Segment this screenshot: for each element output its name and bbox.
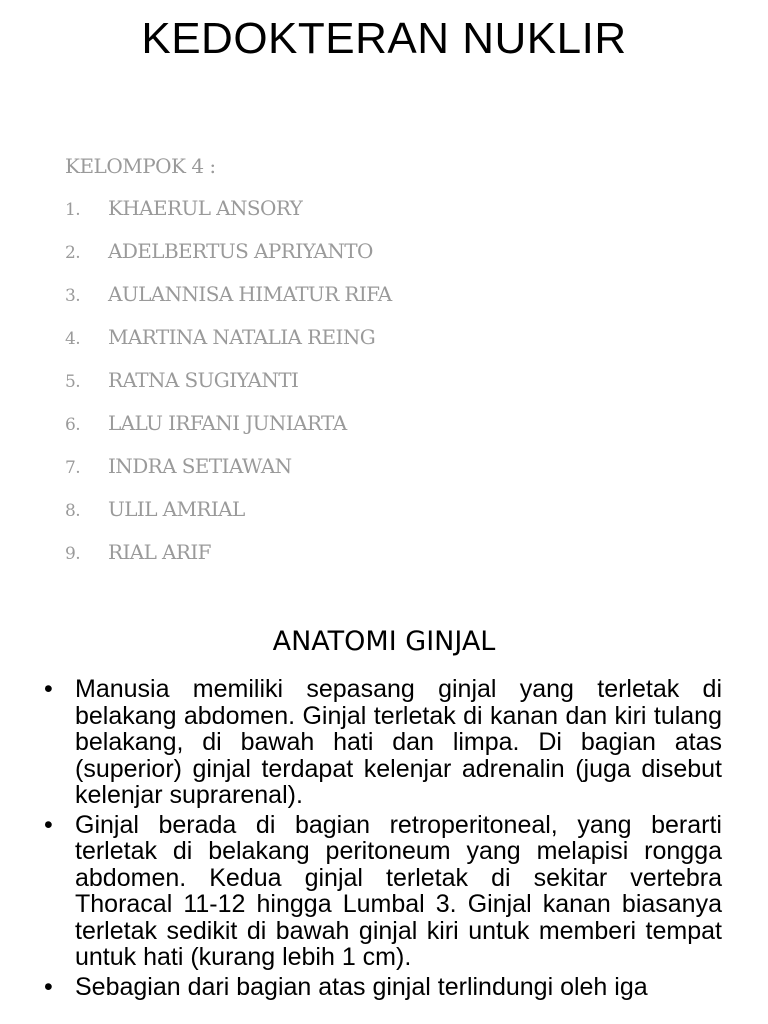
member-number: 7. [65,458,81,478]
member-item [65,540,392,583]
bullet-dot-icon: • [44,675,53,703]
slide-anatomy-heading: ANATOMI GINJAL [272,626,496,657]
slide-title-heading: KEDOKTERAN NUKLIR [141,14,627,63]
member-name: RATNA SUGIYANTI [108,368,299,392]
member-item [65,497,392,540]
member-name: ULIL AMRIAL [108,497,245,521]
member-item [65,282,392,325]
bullet-dot-icon: • [44,810,53,839]
member-number: 2. [65,243,81,263]
bullet-dot-icon: • [44,972,53,1001]
member-number: 3. [65,286,81,306]
member-list [65,196,392,583]
member-item [65,368,392,411]
bullet-text: Manusia memiliki sepasang ginjal yang terletak di belakang abdomen. Ginjal terletak di kanan dan kiri tulang belakang, di bawah hati dan limpa. Di bagian atas (superior) ginjal terdapat kelenjar adrenalin (juga disebut kelenjar suprarenal). [75,675,722,809]
slide-anatomy [0,600,768,1024]
member-item [65,325,392,368]
member-name: LALU IRFANI JUNIARTA [108,411,347,435]
member-name: INDRA SETIAWAN [108,454,292,478]
member-name: MARTINA NATALIA REING [108,325,376,349]
member-item [65,411,392,454]
bullet-item [44,974,722,1001]
member-item [65,239,392,282]
member-number: 1. [65,200,81,220]
member-number: 4. [65,329,81,349]
member-number: 6. [65,415,81,435]
bullet-list [44,676,722,1003]
bullet-item [44,676,722,809]
member-item [65,196,392,239]
member-name: ADELBERTUS APRIYANTO [108,239,373,263]
member-name: AULANNISA HIMATUR RIFA [108,282,392,306]
bullet-text: Sebagian dari bagian atas ginjal terlindungi oleh iga [75,972,648,1001]
member-number: 5. [65,372,81,392]
bullet-item [44,812,722,971]
bullet-text: Ginjal berada di bagian retroperitoneal, yang berarti terletak di belakang peritoneum yang melapisi rongga abdomen. Kedua ginjal terletak di sekitar vertebra Thoracal 11-12 hingga Lumbal 3. Ginjal kanan biasanya terletak sedikit di bawah ginjal kiri untuk memberi tempat untuk hati (kurang lebih 1 cm). [75,810,722,971]
member-name: RIAL ARIF [108,540,211,564]
member-number: 8. [65,501,81,521]
member-item [65,454,392,497]
member-name: KHAERUL ANSORY [108,196,303,220]
member-number: 9. [65,544,81,564]
group-label: KELOMPOK 4 : [65,154,216,178]
